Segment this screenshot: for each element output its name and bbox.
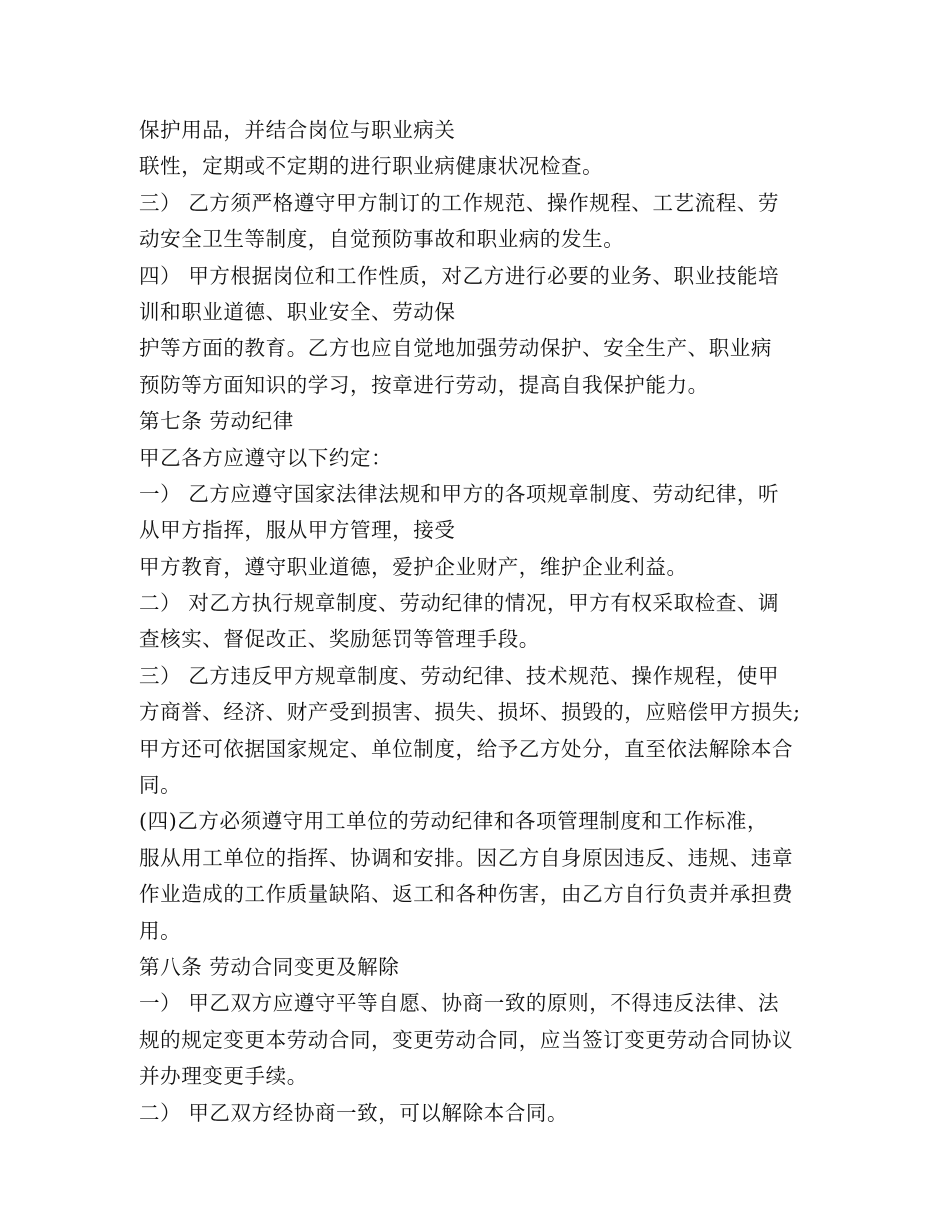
text-line: 同。 — [139, 773, 182, 798]
text-line: 甲方教育，遵守职业道德，爱护企业财产，维护企业利益。 — [139, 554, 688, 579]
text-line: 二） 甲乙双方经协商一致，可以解除本合同。 — [139, 1100, 569, 1125]
section-heading: 第七条 劳动纪律 — [139, 409, 294, 434]
text-line: 动安全卫生等制度，自觉预防事故和职业病的发生。 — [139, 227, 625, 252]
text-line: 预防等方面知识的学习，按章进行劳动，提高自我保护能力。 — [139, 372, 709, 397]
text-line: 方商誉、经济、财产受到损害、损失、损坏、损毁的，应赔偿甲方损失; — [139, 700, 801, 725]
text-line: 从甲方指挥，服从甲方管理，接受 — [139, 518, 456, 543]
text-line: 保护用品，并结合岗位与职业病关 — [139, 118, 456, 142]
text-line: 规的规定变更本劳动合同，变更劳动合同，应当签订变更劳动合同协议 — [139, 1027, 794, 1052]
section-heading: 第八条 劳动合同变更及解除 — [139, 954, 400, 979]
text-line: 甲方还可依据国家规定、单位制度，给予乙方处分，直至依法解除本合 — [139, 736, 794, 761]
text-line: 甲乙各方应遵守以下约定： — [139, 445, 393, 470]
text-line: 二） 对乙方执行规章制度、劳动纪律的情况，甲方有权采取检查、调 — [139, 591, 780, 616]
text-line: 护等方面的教育。乙方也应自觉地加强劳动保护、安全生产、职业病 — [139, 336, 772, 361]
text-line: 三） 乙方违反甲方规章制度、劳动纪律、技术规范、操作规程，使甲 — [139, 663, 780, 688]
text-line: 一） 甲乙双方应遵守平等自愿、协商一致的原则，不得违反法律、法 — [139, 991, 780, 1016]
document-body — [139, 112, 829, 1131]
text-line: 训和职业道德、职业安全、劳动保 — [139, 299, 456, 324]
text-line: 用。 — [139, 918, 182, 943]
text-line: 联性，定期或不定期的进行职业病健康状况检查。 — [139, 154, 604, 179]
text-line: 一） 乙方应遵守国家法律法规和甲方的各项规章制度、劳动纪律，听 — [139, 481, 780, 506]
text-line: 三） 乙方须严格遵守甲方制订的工作规范、操作规程、工艺流程、劳 — [139, 190, 780, 215]
text-line: 并办理变更手续。 — [139, 1064, 308, 1089]
text-line: 四） 甲方根据岗位和工作性质，对乙方进行必要的业务、职业技能培 — [139, 263, 780, 288]
text-line: 作业造成的工作质量缺陷、返工和各种伤害，由乙方自行负责并承担费 — [139, 882, 794, 907]
text-line: (四)乙方必须遵守用工单位的劳动纪律和各项管理制度和工作标准， — [139, 809, 769, 834]
text-line: 服从用工单位的指挥、协调和安排。因乙方自身原因违反、违规、违章 — [139, 845, 794, 870]
text-line: 查核实、督促改正、奖励惩罚等管理手段。 — [139, 627, 540, 652]
